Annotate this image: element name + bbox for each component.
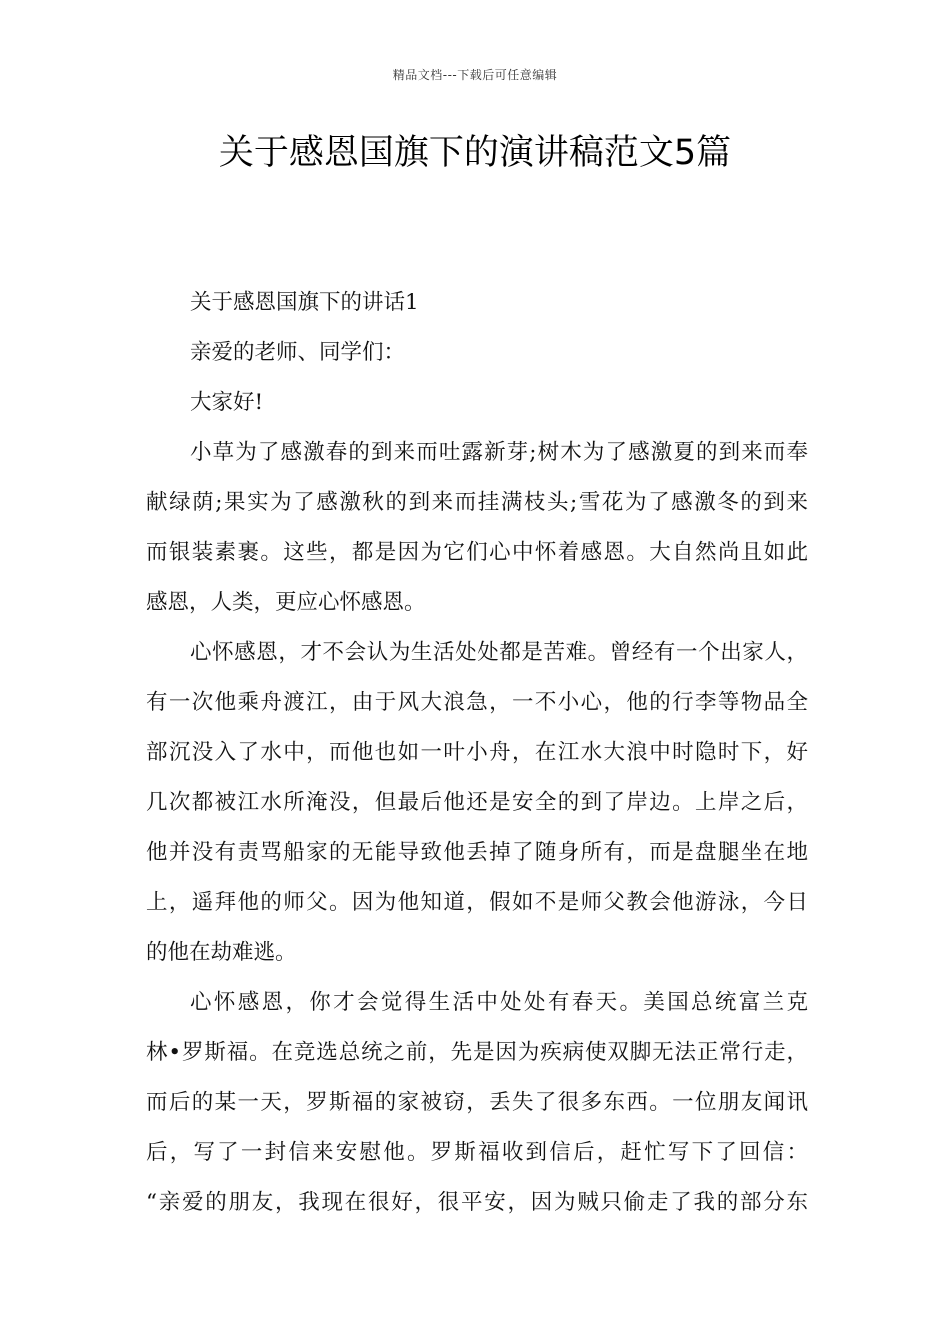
paragraph-line: 部沉没入了水中，而他也如一叶小舟，在江水大浪中时隐时下，好 [146, 740, 808, 765]
paragraph-line: 而后的某一天，罗斯福的家被窃，丢失了很多东西。一位朋友闻讯 [146, 1090, 808, 1115]
paragraph-line: 几次都被江水所淹没，但最后他还是安全的到了岸边。上岸之后， [146, 790, 808, 815]
paragraph-line: 感恩，人类，更应心怀感恩。 [146, 590, 426, 615]
paragraph-line: 林•罗斯福。在竞选总统之前，先是因为疾病使双脚无法正常行走， [146, 1040, 808, 1065]
greeting: 大家好! [190, 390, 264, 415]
paragraph-line: 小草为了感激春的到来而吐露新芽;树木为了感激夏的到来而奉 [190, 440, 808, 465]
salutation: 亲爱的老师、同学们： [190, 340, 406, 365]
document-body [146, 278, 808, 1228]
section-heading: 关于感恩国旗下的讲话1 [190, 290, 419, 315]
paragraph-line: 心怀感恩，才不会认为生活处处都是苦难。曾经有一个出家人， [190, 640, 808, 665]
paragraph-line: 有一次他乘舟渡江，由于风大浪急，一不小心，他的行李等物品全 [146, 690, 808, 715]
paragraph-line: 上，遥拜他的师父。因为他知道，假如不是师父教会他游泳，今日 [146, 890, 808, 915]
paragraph-line: 他并没有责骂船家的无能导致他丢掉了随身所有，而是盘腿坐在地 [146, 840, 808, 865]
paragraph-line: 心怀感恩，你才会觉得生活中处处有春天。美国总统富兰克 [190, 990, 808, 1015]
paragraph-line: 献绿荫;果实为了感激秋的到来而挂满枝头;雪花为了感激冬的到来 [146, 490, 808, 515]
paragraph-line: “亲爱的朋友，我现在很好，很平安，因为贼只偷走了我的部分东 [146, 1190, 808, 1215]
document-title: 关于感恩国旗下的演讲稿范文5篇 [218, 133, 732, 173]
paragraph-line: 的他在劫难逃。 [146, 940, 297, 965]
paragraph-line: 后，写了一封信来安慰他。罗斯福收到信后，赶忙写下了回信： [146, 1140, 808, 1165]
paragraph-line: 而银装素裹。这些，都是因为它们心中怀着感恩。大自然尚且如此 [146, 540, 808, 565]
header-note: 精品文档---下载后可任意编辑 [392, 68, 558, 82]
